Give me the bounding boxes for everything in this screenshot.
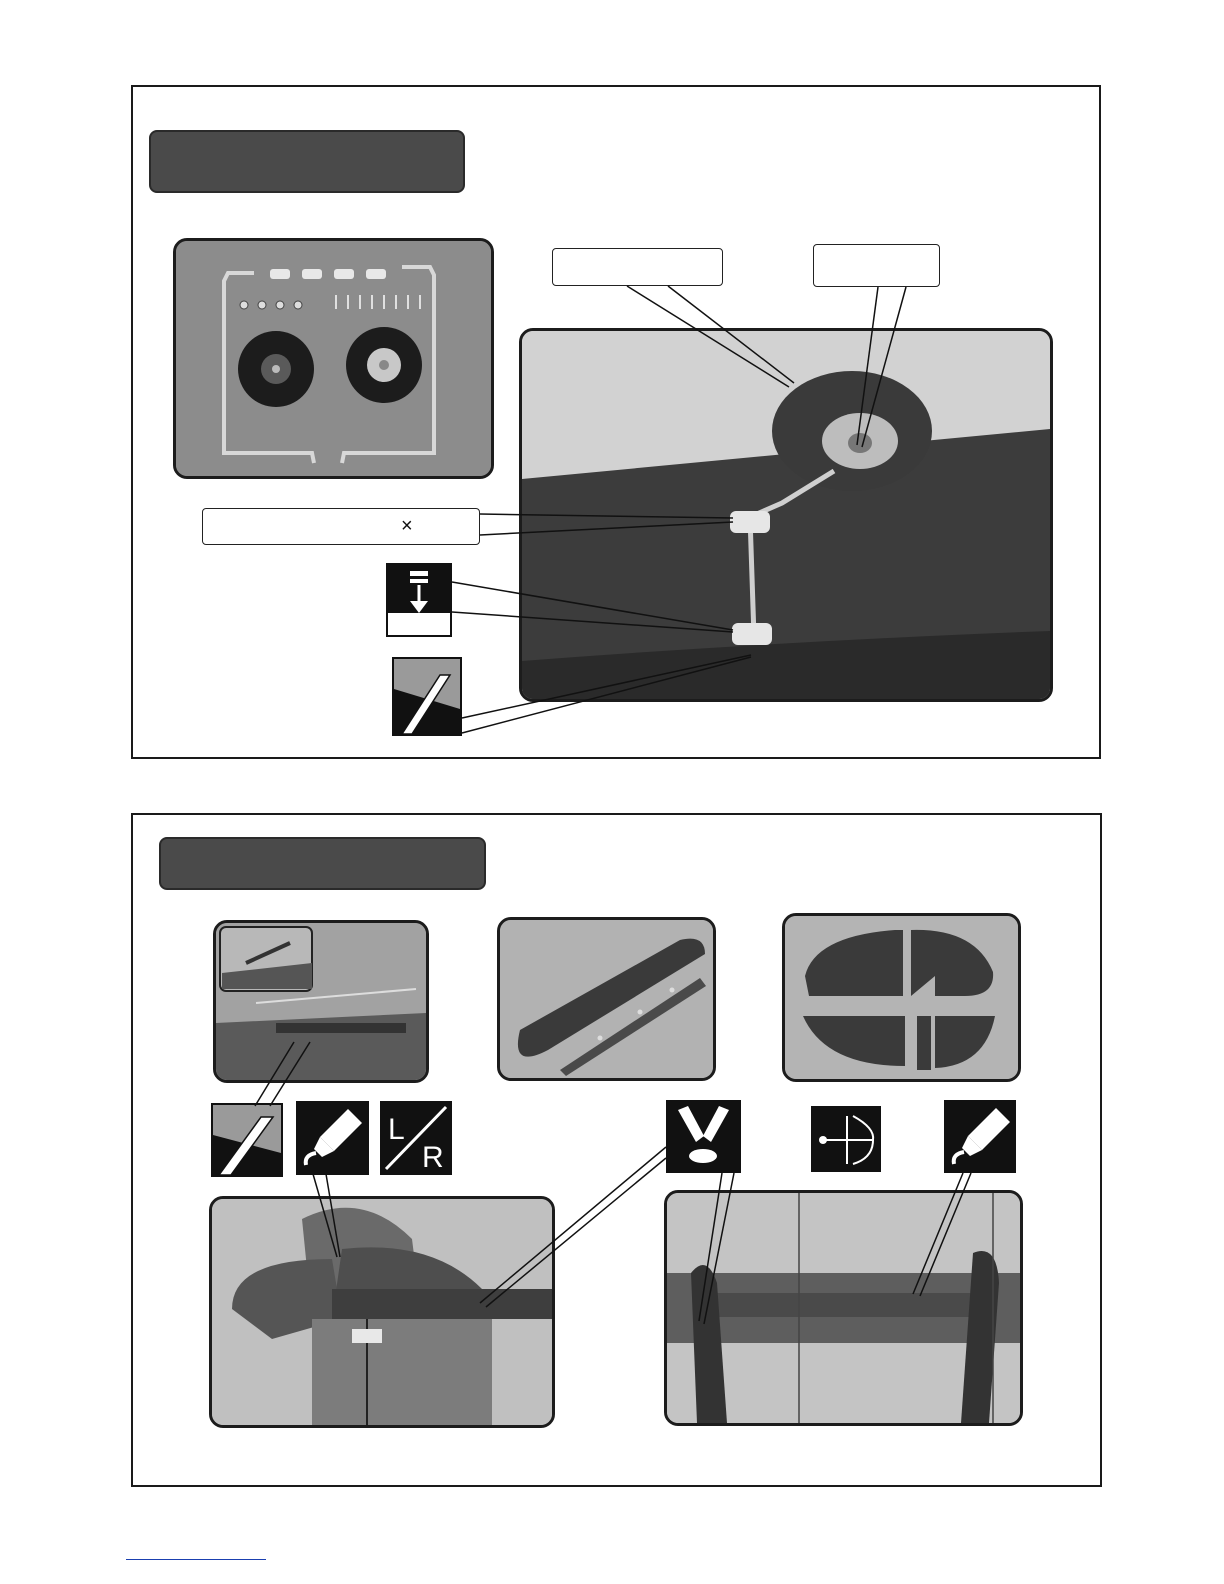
wheel-collar-label — [813, 244, 940, 287]
landing-gear-parts-photo — [173, 238, 494, 479]
cut-covering-icon — [392, 657, 462, 736]
section-title-bar-2 — [159, 837, 486, 890]
section-title-bar — [149, 130, 465, 193]
lr-left-letter: L — [388, 1113, 405, 1146]
stabilizer-installed-photo — [209, 1196, 555, 1428]
strap-label — [202, 508, 480, 545]
glue-tube-icon — [296, 1101, 369, 1175]
stabilizer-slot-photo — [213, 920, 429, 1083]
cut-covering-icon-2 — [211, 1103, 283, 1177]
lr-right-letter: R — [422, 1141, 444, 1173]
drill-down-icon — [386, 563, 452, 637]
footer-link-underline[interactable] — [126, 1557, 266, 1560]
wheel-label — [552, 248, 723, 286]
tail-parts-photo — [782, 913, 1021, 1082]
stabilizer-alignment-photo — [664, 1190, 1023, 1426]
elevator-photo — [497, 917, 716, 1081]
epoxy-mix-icon — [666, 1100, 741, 1173]
strap-multiplier: × — [401, 515, 413, 537]
glue-tube-icon-2 — [944, 1100, 1016, 1173]
left-right-icon — [380, 1101, 452, 1175]
alignment-angle-icon — [811, 1106, 881, 1172]
landing-gear-installed-photo — [519, 328, 1053, 702]
